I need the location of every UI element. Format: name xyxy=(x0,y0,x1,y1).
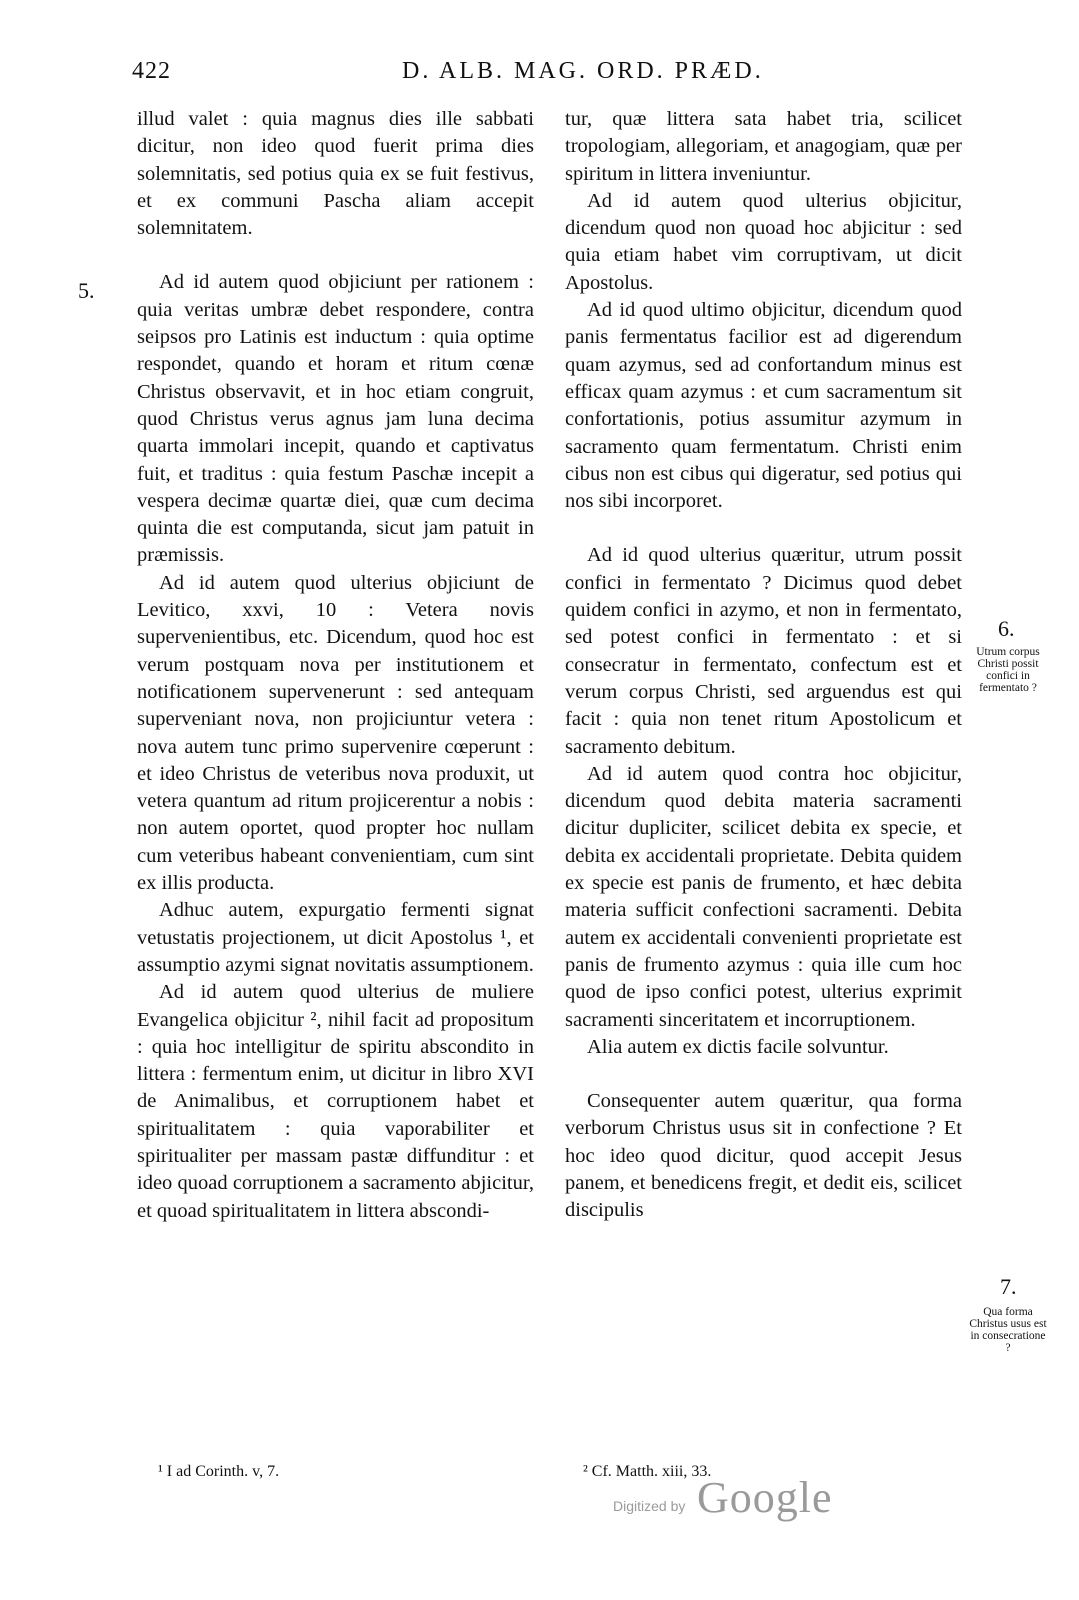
right-column xyxy=(565,106,962,1225)
running-head: D. ALB. MAG. ORD. PRÆD. xyxy=(402,58,764,84)
section-number-6: 6. xyxy=(998,616,1015,641)
paragraph: illud valet : quia magnus dies ille sabbati dicitur, non ideo quod fuerit prima dies solemnitatis, sed potius quia ex se fuit festivus, et ex communi Pascha aliam accepit solemnitatem. xyxy=(137,108,534,240)
paragraph: Ad id autem quod ulterius objicitur, dicendum quod non quoad hoc abjicitur : sed quia etiam habet vim corruptivam, ut dicit Apostolus. xyxy=(565,189,962,294)
paragraph: Ad id autem quod ulterius de muliere Evangelica objicitur ², nihil facit ad propositum : quia hoc intelligitur de spiritu abscondito in littera : fermentum enim, ut dicitur in libro XVI de Animalibus, et corruptionem habet et spiritualitatem : quia vaporabiliter et spiritualiter per massam pastæ diffunditur : et ideo quoad corruptionem a sacramento abjicitur, et quoad spiritualitatem in littera abscondi- xyxy=(137,981,534,1222)
paragraph: tur, quæ littera sata habet tria, scilicet tropologiam, allegoriam, et anagogiam, quæ per spiritum in littera inveniuntur. xyxy=(565,108,962,185)
section-number-7: 7. xyxy=(1000,1274,1017,1299)
watermark-digitized-by: Digitized by xyxy=(613,1498,686,1514)
page-header xyxy=(132,58,992,92)
section-number-5: 5. xyxy=(78,278,95,303)
paragraph: Ad id autem quod ulterius objiciunt de Levitico, xxvi, 10 : Vetera novis supervenientibus, etc. Dicendum, quod hoc est verum postquam nova per institutionem et notificationem supervenerunt : sed antequam superveniant nova, non projiciuntur vetera : nova autem tunc primo supervenire cœperunt : et ideo Christus de veteribus nova produxit, ut vetera quantum ad ritum projicerentur a nobis : non autem oportet, quod propter hoc nullam cum veteribus habeant convenientiam, cum sint ex illis producta. xyxy=(137,571,534,895)
paragraph: Ad id autem quod objiciunt per rationem : quia veritas umbræ debet respondere, contra seipsos pro Latinis est inductum : quia optime respondet, quando et horam et ritum cœnæ Christus observavit, et in hoc etiam congruit, quod Christus verus agnus jam luna decima quarta immolari incepit, quando et captivatus fuit, et traditus : quia festum Paschæ incepit a vespera decimæ quartæ diei, quæ cum decima quinta die est computanda, sicut jam patuit in præmissis. xyxy=(137,271,534,567)
left-column xyxy=(137,106,534,1225)
watermark-google-logo: Google xyxy=(697,1473,833,1522)
paragraph: Alia autem ex dictis facile solvuntur. xyxy=(587,1035,889,1058)
paragraph: Consequenter autem quæritur, qua forma verborum Christus usus sit in confectione ? Et hoc ideo quod dicitur, quod accepit Jesus panem, et benedicens fregit, et dedit eis, scilicet discipulis xyxy=(565,1090,962,1222)
page-number: 422 xyxy=(132,58,171,84)
paragraph: Ad id quod ultimo objicitur, dicendum quod panis fermentatus facilior est ad digerendum quam azymus, sed ad confortandum minus est efficax quam azymus : et cum sacramentum sit confortationis, potius assumitur azymum in sacramento quam fermentatum. Christi enim cibus non est cibus qui digeratur, sed potius qui nos sibi incorporet. xyxy=(565,299,962,513)
margin-note-7: Qua forma Christus usus est in consecratione ? xyxy=(969,1306,1047,1354)
footnote-right: ² Cf. Matth. xiii, 33. xyxy=(583,1463,712,1480)
paragraph: Adhuc autem, expurgatio fermenti signat vetustatis projectionem, ut dicit Apostolus ¹, et assumptio azymi signat novitatis assumptionem. xyxy=(137,899,534,976)
footnote-left: ¹ I ad Corinth. v, 7. xyxy=(158,1463,280,1480)
paragraph: Ad id autem quod contra hoc objicitur, dicendum quod debita materia sacramenti dicitur dupliciter, scilicet debita ex specie, et debita ex accidentali proprietate. Debita quidem ex specie est panis de frumento, et hæc debita materia sufficit confectioni sacramenti. Debita autem ex accidentali convenienti proprietate est panis de frumento azymus : quia ille cum hoc quod de ipso confici potest, ulterius exprimit sacramenti sinceritatem et incorruptionem. xyxy=(565,762,962,1031)
margin-note-6: Utrum corpus Christi possit confici in fermentato ? xyxy=(976,646,1040,694)
paragraph: Ad id quod ulterius quæritur, utrum possit confici in fermentato ? Dicimus quod debet quidem confici in azymo, et non in fermentato, sed potest confici in fermentato : et si consecratur in fermentato, confectum est et verum corpus Christi, sed arguendus est qui facit : quia non tenet ritum Apostolicum et sacramento debitum. xyxy=(565,544,962,758)
